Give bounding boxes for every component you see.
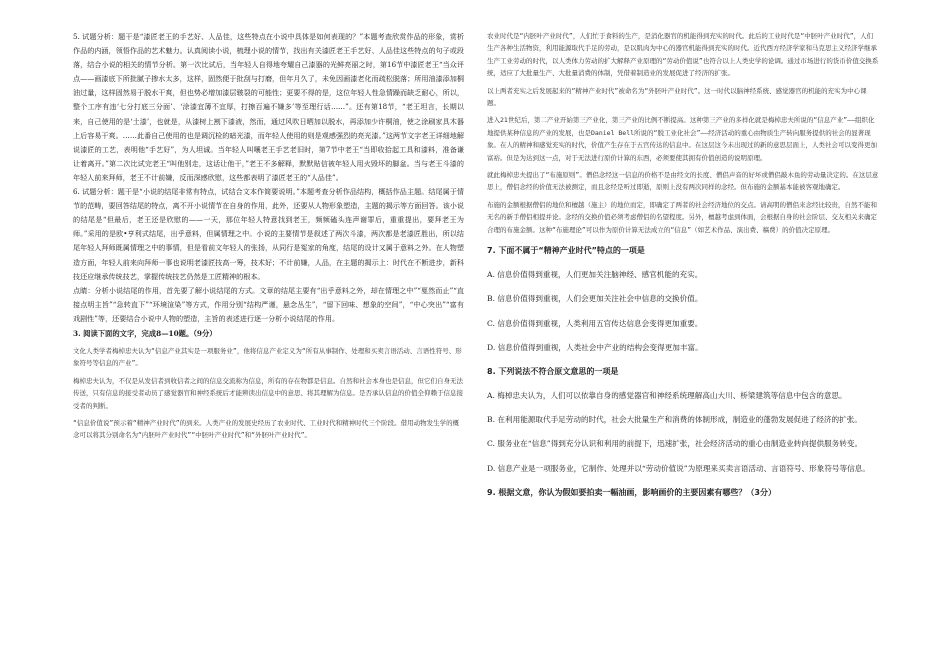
- tip-paragraph: 点睛：分析小说结尾的作用，首先要了解小说结尾的方式。文章的结尾主要有“出乎意料之外，却在情理之中”“戛然而止”“直接点明主旨”“急转直下”“环境渲染”等方式，作用分别“结构严谨，悬念丛生”，“留下回味、想象的空间”，“中心突出”“富有戏剧性”等，还要结合小说中人物的塑造，主旨的表述进行逐一分析小说结尾的作用。: [73, 285, 464, 323]
- question-8-option-a: A. 梅棹忠夫认为，人们可以依靠自身的感觉器官和神经系统理解高山大川、桥梁建筑等信息中包含的意思。: [487, 390, 847, 400]
- question-7-option-c: C. 信息价值得到重视，人类利用五官传达信息会变得更加重要。: [487, 318, 703, 328]
- question-7-option-a: A. 信息价值得到重视，人们更加关注脑神经、感官机能的充实。: [487, 270, 703, 280]
- question-8-option-d: D. 信息产业是一项服务业，它制作、处理并以“劳动价值说”为原理来买卖言语活动、言语符号、形象符号等信息。: [487, 463, 870, 473]
- reading-instruction: 3. 阅读下面的文字，完成8—10题。（9分）: [73, 328, 217, 338]
- analysis-q5: 5. 试题分析：题干是“漆匠老王的手艺好、人品佳，这些特点在小说中具体是如何表现的？”本题考查欣赏作品的形象，赏析作品的内涵，领悟作品的艺术魅力。认真阅读小说，梳理小说的情节，找出有关漆匠老王手艺好、人品佳这些特点的句子或段落，结合小说的相关的情节分析。第一次比试后，当年轻人自得地夸耀自己漆器的光鲜亮丽之时，第16节中漆匠老王“当众评点——画漆底下所批腻子掺水太多，这样，固然便于批刮与打磨，但年月久了，未免因画漆老化而疏松脱落；所用油漆添加桐油过量，这样固然易于脱水干爽，但也势必增加漆层皲裂的可能性；更要不得的是，这位年轻人性急情躁而缺乏耐心，所以，整个工序有违‘七分打底三分面’、‘涂漆宜薄不宜厚，打擦百遍不嫌多’等至理行话……”。还有第18节，“老王坦言，长期以来，自己使用的是‘土漆’，也就是，从漆树上割下漆液，然而，通过风吹日晒加以脱水，再添加少许桐油，使之涂刷家具木器上后容易干爽。……此番自己使用的也是调沉检的暗光漆，而年轻人使用的则是观感强烈的亮光漆。”这两节文字老王详细地解说漆匠的工艺，表明他“手艺好”，为人坦诚。当年轻人叫嚷老王手艺老旧时，第7节中老王“当即收拾起工具和漆料，准备谦让着离开。”第二次比试完老王“叫他别走，这话让他干，”老王不多解释，默默贴信被年轻人用火毁坏的脚盆。当与老王斗漆的年轻人前来拜师，老王不计前嫌，反而深感欣慰，这些都表明了漆匠老王的“人品佳”。: [73, 32, 464, 182]
- question-8-stem: 8. 下列说法不符合原文意思的一项是: [487, 366, 619, 376]
- right-column: [487, 30, 879, 510]
- question-7-option-b: B. 信息价值得到重视，人们会更加关注社会中信息的交换价值。: [487, 294, 703, 304]
- question-8-option-c: C. 服务业在“信息”得到充分认识和利用的前提下，迅速扩张，社会经济活动的重心由制造业转向提供服务转变。: [487, 439, 863, 449]
- question-8-option-b: B. 在利用能源取代手足劳动的时代，社会大批量生产和消费的体制形成，制造业的蓬勃发展促进了经济的扩张。: [487, 415, 862, 425]
- passage-paragraph-5: 以上两者充实之后发展起来的“精神产业时代”被命名为“外胚叶产业时代”。这一时代以脑神经系统、感觉器官的机能的充实为中心课题。: [487, 86, 867, 108]
- question-7-option-d: D. 信息价值得到重视，人类社会中产业的结构会变得更加丰富。: [487, 342, 703, 352]
- passage-paragraph-2: 梅棹忠夫认为，不仅是从发信者到收信者之间的信息交流称为信息，所有的存在物都是信息。自然和社会本身也是信息，但它们自身无法传送，只有信息的接受者动员了感觉器官和神经系统后才能辨读出信息中的意思、将其理解为信息。是否承认信息的价值全仰赖于信息接受者的判断。: [73, 376, 463, 410]
- question-7-stem: 7. 下面不属于“精神产业时代”特点的一项是: [487, 246, 645, 256]
- analysis-q6: 6. 试题分析：题干是“小说的结尾非常有特点，试结合文本作简要说明。”本题考查分析作品结构，概括作品主题。结尾属于情节的范畴，要回答结尾的特点，离不开小说情节在自身的作用，此外，还要从人物形象塑造，主题的揭示等方面回答。该小说的结尾是“但最后，老王还是欣慰的——一天，那位年轻人特意找到老王，频频磕头连声谢罪后，重重提出，要拜老王为师。”采用的是欧•亨利式结尾，出乎意料，但属情理之中。小说的主要情节是叙述了两次斗漆，两次都是老漆匠胜出，所以结尾年轻人拜师既属情理之中的事情，但是看前文年轻人的张扬，从同行是冤家的角度，结尾的设计又属于意料之外。在人物塑造方面，年轻人前来向拜师一事也说明老漆匠技高一筹，技术好；不计前嫌，人品，在主题的揭示上：时代在不断进步，新科技还应继承传统技艺，掌握传统技艺仍然是工匠精神的根本。: [73, 187, 464, 281]
- passage-paragraph-7: 就此梅棹忠夫提出了“布施原则”。僧侣念经这一信息的价格不是由经文的长度、僧侣声音的好坏或僧侣敲木鱼的劳动量决定的。在这层意思上，僧侣念经的价值无法被测定，而且念经是听过即逝，原则上没有两次同样的念经。但布施的金额基本能被客观地确定。: [487, 171, 879, 192]
- passage-paragraph-4: 农业时代是“内胚叶产业时代”，人们忙于食料的生产，是消化器官的机能得到充实的时代。此后的工业时代是“中胚叶产业时代”，人们生产各种生活物资，利用能源取代手足的劳动，是以肌肉为中心的器官机能得到充实的时代。近代西方经济学家和马克思主义经济学继承生产工业劳动的时代，以人类体力劳动的扩大解释产业原理的“劳动价值说”也符合以上人类史学的论调。通过市场进行的货币价值交换系统，适应了大批量生产、大批量消费的体制，凭借着制造业的发展促进了经济的扩张。: [487, 32, 879, 78]
- question-9-stem: 9. 根据文意，你认为假如要拍卖一幅油画，影响画价的主要因素有哪些？（3分）: [487, 487, 776, 497]
- passage-paragraph-6: 进入21世纪后，第二产业开始第三产业化，第三产业的比例不断提高。这种第三产业的多样化就是梅棹忠夫所说的“信息产业”——组织化地提供某种信息的产业的发展，也是Daniel Bell所说的“脱工业化社会”——经济活动的重心由物质生产转向服务提供的社会的显著现象。在人的精神和感觉充实的时代，价值产生存在于五官传达的信息中。在这层这今未出现过的新的意思层面上，人类社会可以变得更加富裕。但是为达到这一点，对于无法进行原价计算的东西，必须要使其拥有价值创造的说明原理。: [487, 116, 877, 162]
- left-column: [73, 30, 464, 447]
- passage-paragraph-3: “信息价值说”预示着“精神产业时代”的到来。人类产业的发展史经历了农业时代、工业时代和精神时代三个阶段。借用动物发生学的概念可以将其分别命名为“内胚叶产业时代”“中胚叶产业时代”和“外胚叶产业时代”。: [73, 419, 460, 440]
- passage-paragraph-1: 文化人类学者梅棹忠夫认为“信息产业其实是一项服务业”，他将信息产业定义为“所有从事制作、处理和买卖言语活动、言语性符号、形象符号等信息的产业”。: [73, 346, 462, 368]
- passage-paragraph-8: 布施的金额根据僧侣的地位和檀越（施主）的地位而定，即确定了两者的社会经济地位的交点。请高明的僧侣来念经比较贵，自然不能和无名的新手僧侣相提并论。念经的交换价值必须考虑僧侣的名望程度。另外，檀越考虑到体面，会根据自身的社会阶层、交友相关来确定合理的布施金额。这种“布施理论”可以作为原价计算无法成立的“信息”（如艺术作品、演出费、稿费）的价值决定原理。: [487, 200, 877, 234]
